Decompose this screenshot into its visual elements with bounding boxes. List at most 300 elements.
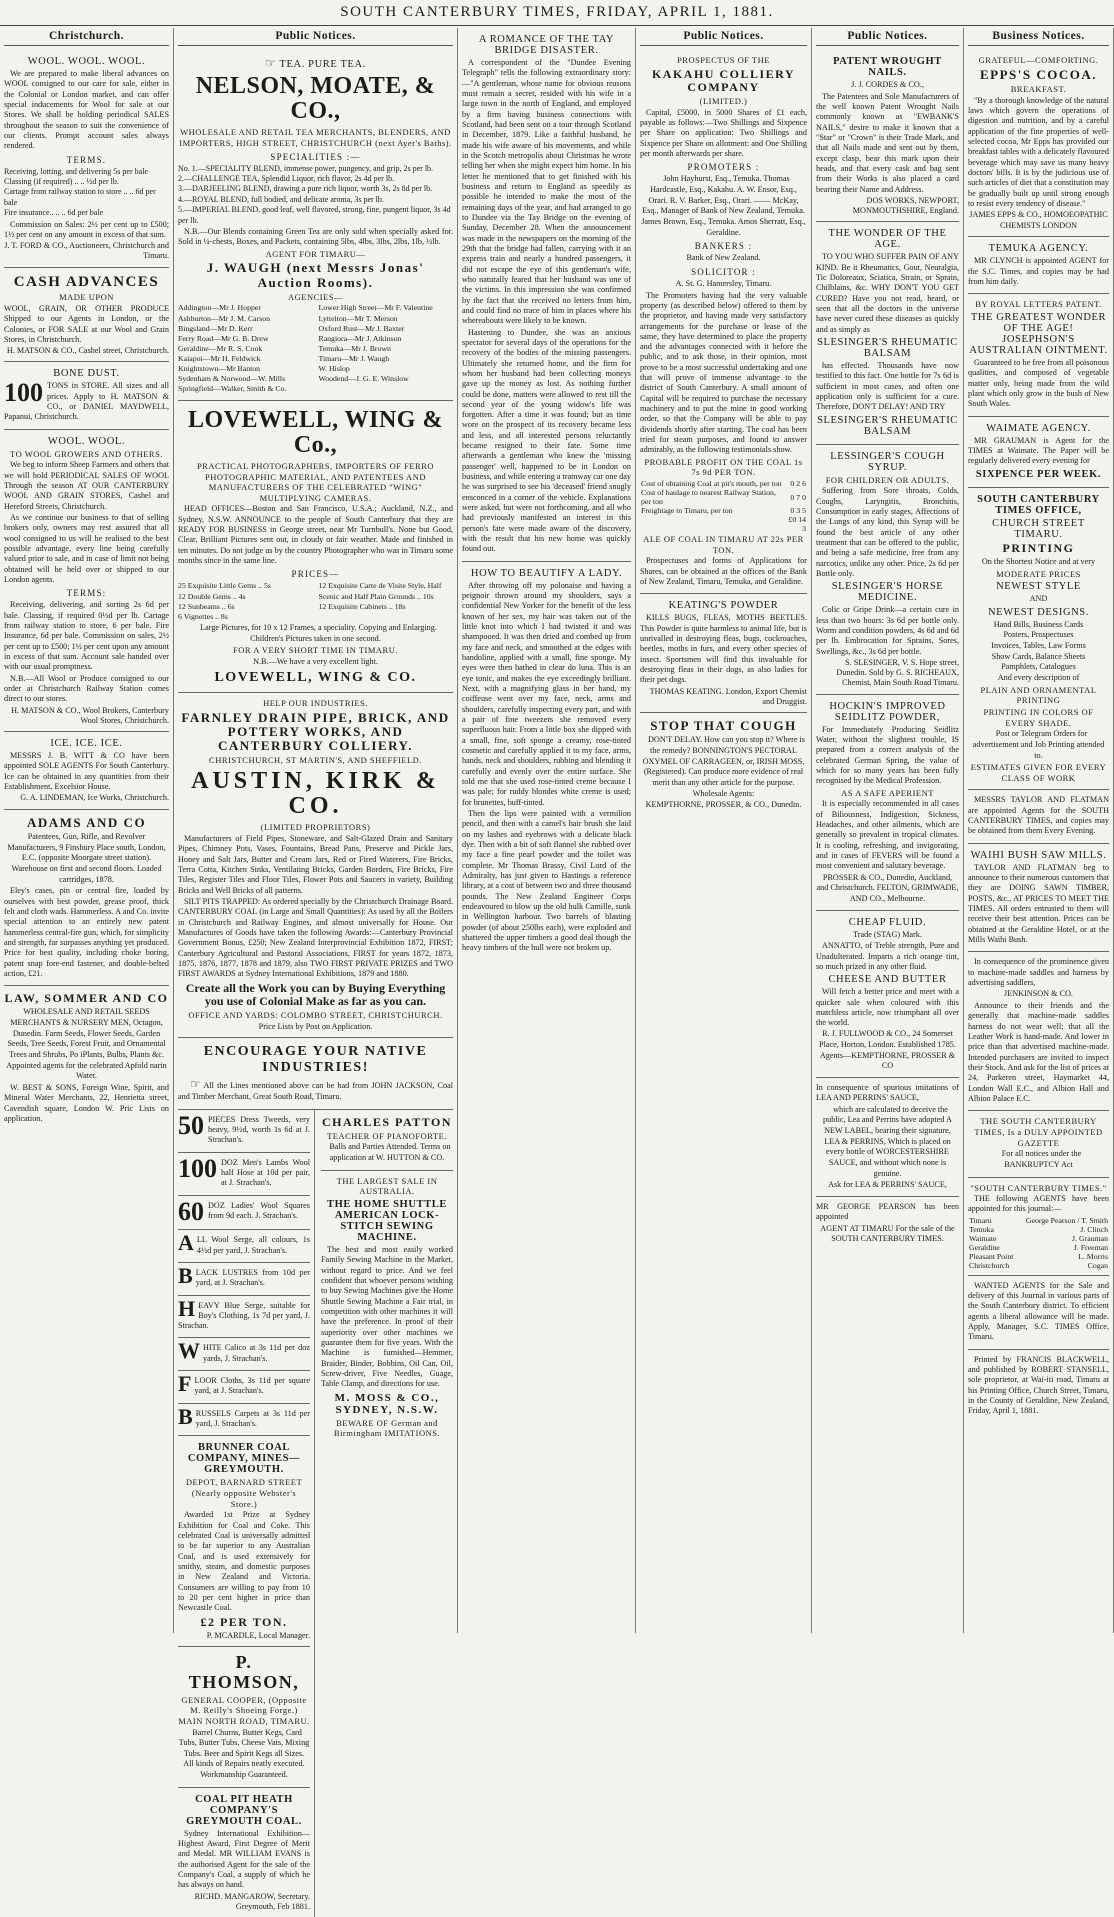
ad-title: ICE. ICE. ICE. (50, 738, 123, 750)
table-cell: J. Grauman (1072, 1233, 1108, 1243)
terms-text: Receiving, delivering, and sorting 2s 6d per bale. Classing, if required 0½d per lb. Cartage from railway station to store, 6 per bale. Fire Insurance, 6d per bale. Commission on sales, 2½ per cent up to £500; 1½ per cent upon any amount in excess of that sum. Account sale handed over with our usual promptness. (4, 600, 169, 672)
ad-body: AGENT AT TIMARU For the sale of the SOUTH CANTERBURY TIMES. (820, 1223, 955, 1244)
table-row (640, 488, 807, 506)
ad-title: CHARLES PATTON (321, 1114, 453, 1129)
prices-list (178, 581, 453, 622)
table-row (968, 1252, 1109, 1261)
column-heading: Public Notices. (640, 28, 807, 46)
table-row (968, 1234, 1109, 1243)
ad-subtitle: GENERAL COOPER, (Opposite M. Reilly's Shoeing Forge.) MAIN NORTH ROAD, TIMARU. (178, 1694, 310, 1726)
ad-office: OFFICE AND YARDS: COLOMBO STREET, CHRISTCHURCH. (188, 1010, 443, 1021)
ad-kicker: THE WONDER OF THE AGE. (828, 228, 947, 251)
ad-subtitle: (LIMITED PROPRIETORS) (260, 822, 371, 833)
ad-body: MESSRS J. B. WITT & CO have been appointed SOLE AGENTS For South Canterbury. Ice can be obtained in any quantities from their Establishment, Excelsior House. (4, 751, 169, 792)
ad-home-shuttle (321, 1171, 453, 1445)
list-item: Timaru—Mr J. Waugh (318, 354, 390, 364)
ad-signature: M. MOSS & CO., SYDNEY, N.S.W. (334, 1391, 440, 1416)
column-heading: Christchurch. (4, 28, 169, 46)
ad-subtitle: BREAKFAST. (1010, 83, 1067, 94)
ad-body: THE following AGENTS have been appointed for this journal:— (968, 1194, 1109, 1214)
printing-line: NEWEST STYLE (996, 581, 1081, 593)
ad-kakahu-colliery (640, 50, 807, 594)
ad-title: WAIHI BUSH SAW MILLS. (970, 849, 1107, 861)
table-cell: Cost of obtaining Coal at pit's mouth, per ton (641, 479, 782, 489)
prices-left (178, 581, 313, 622)
ad-title: KEATING'S POWDER (668, 600, 779, 612)
terms-line: Classing (if required) .. .. ½d per lb. (4, 177, 119, 187)
ad-body: Sydney International Exhibition—Highest Award, First Degree of Merit and Medal. MR WILLIAM EVANS is the authorised Agent for the sale of the Company's Coal, a supply of which he has always on hand. (178, 1828, 310, 1890)
ad-dropcap: H (178, 1295, 196, 1321)
ad-body: MR GRAUMAN is Agent for the TIMES at Waimate. The Paper will be regularly delivered every evening for (968, 435, 1109, 466)
ad-title: MR GEORGE PEARSON has been appointed (816, 1202, 959, 1222)
ad-body: WHOLESALE AND RETAIL SEEDS MERCHANTS & NURSERY MEN, Octagon, Dunedin. Farm Seeds, Flower Seeds, Garden Seeds, Tree Seeds, Forest Fruit, and Ornamental Trees and Shrubs, Po iPlants, Bulbs, Plants &c. Appointed agents for the celebrated Apfold narin Water. (6, 1007, 167, 1081)
ad-signature: KEMPTHORNE, PROSSER, & CO., Dunedin. (645, 800, 802, 810)
ad-body: MESSRS TAYLOR AND FLATMAN are appointed Agents for the SOUTH CANTERBURY TIMES, and copies may be obtained from them Every Evening. (968, 795, 1109, 836)
ad-strachan (178, 1196, 310, 1231)
ad-body: ANNATTO, of Treble strength, Pure and Unadulterated. Imparts a rich orange tint, so much prized in any other fluid. (816, 941, 959, 971)
ad-body-2: Colic or Gripe Drink—a certain cure in less than two hours: 3s 6d per bottle only. Worm and condition powders, 4s 6d and 6d per lb. Embrocation for Sprains, Sores, Swellings, &c., 3s 6d per bottle. (816, 605, 959, 656)
ad-signature: DOS WORKS, NEWPORT, MONMOUTHSHIRE, England. (852, 195, 959, 216)
list-item: Ashburton—Mr J. M. Carson (178, 313, 271, 323)
list-item: 4.—ROYAL BLEND, full bodied, and delicate aroma, 3s per lb. (178, 194, 384, 204)
pointing-hand-icon: ☞ (265, 56, 277, 70)
ad-dropcap: B (178, 1262, 193, 1288)
ad-kicker: BY ROYAL LETTERS PATENT. (975, 299, 1102, 310)
ad-strachan (178, 1296, 310, 1339)
list-item: Lower High Street—Mr F. Valentine (318, 303, 433, 313)
column-heading: Public Notices. (816, 28, 959, 46)
printing-item: Show Cards, Balance Sheets (991, 651, 1086, 661)
printing-item: And every description of (997, 673, 1080, 683)
ad-body-2: has effected. Thousands have now testified to this fact. One bottle for 7s 6d is sufficient in most cases, and often one application only is sufficient for a cure. Therefore, DON'T DELAY! AND TRY (816, 361, 959, 412)
article-body: A correspondent of the "Dundee Evening Telegraph" tells the following extraordinary story:—"A gentleman, whose name for obvious reasons must remain a secret, resided with his wife in a large town in the north of England, and employed by a firm having business connections with Scotland, had been sent on a tour through Scotland in December, 1879. Like a faithful husband, he made his wife aware of his movements, and while in the Scotch metropolis about Christmas he wrote telling her when she might expect him home. In his letter he mentioned that to get finished with his business and return to England as speedily as possible he intended to make the most of the remaining days of the year, and had arranged to go to Dundee via the Tay Bridge on the evening of Sunday, December 28. When the announcement was made in the newspapers on the morning of the 29th that the bridge had fallen, carrying with it an express train and nearly a hundred passengers, it did not escape the eye of this gentleman's wife, who naturally feared that her husband was one of the victims. In this impression she was confirmed by the fact that she received no letters from him, and could find no trace of him in places where his whereabouts were likely to be known. (462, 58, 631, 326)
list-item: Lyttelton—Mr T. Merson (318, 313, 398, 323)
table-cell: Timaru (969, 1215, 992, 1225)
promoters-list: John Hayhurst, Esq., Temuka. Thomas Hardcastle, Esq., Kakahu. A. W. Ensor, Esq., Orari. R. V. Barker, Esq., Orari. —— McKay, Esq., Manager of Bank of New Zealand, Temuka. James Brown, Esq., Temuka. Amos Sherratt, Esq., Geraldine. (641, 174, 806, 237)
ad-body-2: Large Pictures, for 10 x 12 Frames, a speciality. Copying and Enlarging. Children's Pictures taken in one second. (200, 622, 437, 643)
list-item: Kaiapoi—Mr H. Feldwick (178, 354, 261, 364)
right-ads (321, 1110, 453, 1917)
solicitor-list: A. St. G. Hamersley, Timaru. (675, 278, 772, 288)
list-item: 25 Exquisite Little Gems .. 5s (178, 581, 271, 591)
ad-title: KAKAHU COLLIERY COMPANY (651, 66, 796, 94)
list-item: Geraldine—Mr R. S. Cook (178, 343, 263, 353)
column-public-notices-3 (812, 28, 964, 1633)
masthead-title: SOUTH CANTERBURY TIMES, FRIDAY, APRIL 1, 1881. (340, 4, 774, 20)
printing-line: MODERATE PRICES (996, 568, 1081, 579)
ad-body: For all notices under the BANKRUPTCY Act (1001, 1149, 1082, 1169)
ad-body: HEAD OFFICES—Boston and San Francisco, U.S.A.; Auckland, N.Z., and Sydney, N.S.W. ANNOUNCE to the people of South Canterbury that they are READY FOR BUSINESS in George street, near Mr Turnbull's. None but Good, Clear, Brilliant Pictures sent out, in cloudy or fair weather. Made and finished in ten minutes. Do not judge us by the country Photographer who was in Timaru some months since in the same line. (178, 504, 453, 566)
ad-signature: LOVEWELL, WING & CO. (214, 669, 417, 685)
ad-lea-perrins (816, 1078, 959, 1197)
ad-title: THE SOUTH CANTERBURY TIMES, Is a DULY APPOINTED GAZETTE (974, 1116, 1103, 1148)
ad-cash-advances (4, 268, 169, 363)
table-cell: Cost of haulage to nearest Railway Station, per ton (641, 488, 776, 507)
ad-signature: H. MATSON & CO., Cashel street, Christchurch. (6, 346, 169, 356)
ad-keating (640, 594, 807, 713)
column-articles (458, 28, 636, 1633)
color-printing: PRINTING IN COLORS OF EVERY SHADE. (983, 707, 1094, 728)
ad-body-2: It is especially recommended in all cases of Biliousness, Indigestion, Sickness, Headaches, and other ailments, which are generally so prevalent in tropical climates. It is cooling, refreshing, and invigorating, and in cases of FEVERS will be found a most convenient and salutary beverage. (816, 799, 959, 871)
ad-signature: H. MATSON & CO., Wool Brokers, Canterbury Wool Stores, Christchurch. (11, 705, 169, 725)
ad-body: DOZ Men's Lambs Wool half Hose at 10d per pair, at J. Strachan's. (221, 1157, 310, 1188)
ad-strachan (178, 1371, 310, 1404)
table-row (968, 1225, 1109, 1234)
ad-body-text: All the Lines mentioned above can be had from JOHN JACKSON, Coal and Timber Merchant, Great South Road, Timaru. (178, 1081, 453, 1102)
specialities-list (178, 164, 453, 226)
ad-signature: R. J. FULLWOOD & CO., 24 Somerset Place, Horton, London. Established 1785. (819, 1029, 956, 1050)
ad-strachan (178, 1110, 310, 1153)
ad-body: Guaranteed to be free from all poisonous qualities, and composed of vegetable matter only, being made from the wild plant which only grow in the bush of New South Wales. (968, 358, 1109, 409)
ad-title: STOP THAT COUGH (650, 718, 797, 734)
ad-body: Barrel Churns, Butter Kegs, Card Tubs, Butter Tubs, Cheese Vats, Mixing Tubs. Beer and Spirit Kegs all Sizes. All kinds of Repairs neatly executed. Workmanship Guaranteed. (178, 1727, 310, 1780)
ad-adams (4, 810, 169, 987)
ad-signature: RICHD. MANGAROW, Secretary. Greymouth, Feb 1881. (194, 1891, 310, 1912)
ad-title: CASH ADVANCES (13, 273, 160, 290)
ad-subtitle: CHURCH STREET TIMARU. (992, 517, 1085, 540)
ad-signature: THOMAS KEATING. London, Export Chemist and Druggist. (649, 686, 807, 706)
ad-signature: JENKINSON & CO. (1004, 989, 1073, 999)
ad-annatto (816, 911, 959, 1079)
ad-signature: PROSSER & CO., Dunedin, Auckland, and Christchurch. FELTON, GRIMWADE, AND CO., Melbourne. (816, 872, 959, 903)
ad-body: KILLS BUGS, FLEAS, MOTHS BEETLES. This Powder is quite harmless to animal life, but is unrivalled in destroying fleas, bugs, cockroaches, beetles, moths in furs, and every other species of insect. Sportsmen will find this invaluable for destroying fleas in their dogs, as also ladies for their pet dogs. (640, 613, 807, 685)
ad-subtitle: Trade (STAG) Mark. (853, 929, 922, 939)
ad-title: PATENT WROUGHT NAILS. (833, 56, 942, 78)
ad-title: EPPS'S COCOA. (979, 66, 1097, 82)
table-cell: 0 7 0 (790, 492, 806, 502)
ad-body: LOOR Cloths, 3s 11d per square yard, at J. Strachan's. (194, 1376, 310, 1396)
profit-table-title: PROBABLE PROFIT ON THE COAL 1s 7s 9d PER TON. (644, 456, 803, 478)
ad-body: HITE Calico at 3s 11d per doz yards, J. Strachan's. (203, 1343, 310, 1363)
list-item: Springfield—Walker, Smith & Co. (178, 384, 287, 394)
two-column-ads (178, 1110, 453, 1917)
printing-line: On the Shortest Notice and at very (981, 556, 1096, 566)
commission-text: Commission on Sales: 2½ per cent up to £500; 1½ per cent on any amount in excess of that sum. (4, 219, 169, 239)
ad-subtitle: TO WOOL GROWERS AND OTHERS. (10, 448, 163, 459)
ad-price: £2 PER TON. (200, 1614, 288, 1629)
ad-body: Balls and Parties Attended. Terms on application at W. HUTTON & CO. (329, 1142, 451, 1162)
ad-number: 50 (178, 1110, 204, 1140)
table-row (968, 1216, 1109, 1225)
table-cell: Waimate (969, 1233, 997, 1243)
printing-line: NEWEST DESIGNS. (988, 606, 1089, 618)
ad-title: BONE DUST. (53, 368, 120, 380)
ad-body: RUSSELS Carpets at 3s 11d per yard, J. Strachan's. (195, 1408, 310, 1429)
ad-title: ENCOURAGE YOUR NATIVE INDUSTRIES! (203, 1044, 428, 1075)
printing-item: Posters, Prospectuses (1003, 630, 1074, 640)
table-cell: L. Morris (1078, 1251, 1108, 1261)
ad-nb: N.B.—We have a very excellent light. (253, 656, 378, 666)
ad-title-2: SLESINGER'S HORSE MEDICINE. (831, 581, 944, 604)
ad-body: "By a thorough knowledge of the natural laws which govern the operations of digestion and nutrition, and by a careful application of the fine properties of well-selected cocoa, Mr Epps has provided our breakfast tables with a delicately flavoured beverage which may save us many heavy doctors' bills. It is by the judicious use of such articles of diet that a constitution may be gradually built up until strong enough to resist every tendency of disease." (968, 95, 1109, 208)
ad-title: HOCKIN'S IMPROVED SEIDLITZ POWDER, (829, 700, 946, 723)
ad-title: In consequence of spurious imitations of LEA AND PERRINS' SAUCE, (816, 1083, 959, 1103)
post-orders: Post or Telegram Orders for advertisement and Job Printing attended to. (972, 729, 1105, 760)
ad-strachan (178, 1263, 310, 1296)
ad-body: WANTED AGENTS for the Sale and delivery of this Journal in various parts of the South Canterbury district. To efficient agents a liberal allowance will be made. Apply, Manager, S.C. TIMES Office, Timaru. (968, 1280, 1109, 1342)
ad-body: DON'T DELAY. How can you stop it? Where is the remedy? BONNINGTON'S PECTORAL OXYMEL OF CARRAGEEN, or, IRISH MOSS, (Registered). Can produce more evidence of real merit than any other article for the purpose. Wholesale Agents: (642, 735, 805, 798)
ad-pearson (816, 1197, 959, 1250)
list-item: 2.—CHALLENGE TEA, Splendid Liquor, rich flavor, 2s 4d per lb. (178, 174, 395, 184)
ad-kicker (178, 56, 453, 71)
ad-price: SIXPENCE PER WEEK. (975, 468, 1102, 480)
ad-body-2: W. BEST & SONS, Foreign Wine, Spirit, and Mineral Water Merchants, 22, Henrietta street, Cavendish square, London W. Pric Lists on application. (4, 1082, 169, 1123)
ad-subheading: CHRISTCHURCH, ST MARTIN'S, AND SHEFFIELD. (209, 755, 422, 766)
table-cell: Freightage to Timaru, per ton (641, 506, 733, 516)
table-cell: Geraldine (969, 1242, 1000, 1252)
ad-title: NELSON, MOATE, & CO., (195, 73, 436, 125)
ad-title: LAW, SOMMER AND CO (4, 991, 169, 1006)
ad-stop-cough (640, 713, 807, 816)
ad-brunner (178, 1436, 310, 1647)
column-business-notices (964, 28, 1114, 1633)
ad-body: Awarded 1st Prize at Sydney Exhibition for Coal and Coke. This celebrated Coal is universally admitted to be far superior to any Australian Coal, and is used extensively for smithy, steam, and domestic purposes in New Zealand and Victoria. Consumers are willing to pay from 10 to 20 per cent higher in price than Newcastle Coal. (178, 1510, 310, 1613)
table-cell: Temuka (969, 1224, 995, 1234)
ad-kicker: PROSPECTUS OF THE (677, 55, 770, 65)
ad-subtitle: PRACTICAL PHOTOGRAPHERS, IMPORTERS OF FERRO PHOTOGRAPHIC MATERIAL, AND PATENTEES AND MANUFACTURERS OF THE CELEBRATED "WING" MULTIPLYING CAMERAS. (196, 460, 435, 503)
agencies-list (178, 303, 453, 394)
ad-body: For Immediately Producing Seidlitz Water, without the slightest trouble, IS prepared from a correct analysis of the celebrated German Spring, the value of which for so many years has been fully recognised by the Medical Profession. (816, 724, 959, 786)
ad-body: EAVY Blue Serge, suitable for Boy's Clothing, 1s 7d per yard, J. Strachan. (178, 1300, 310, 1331)
imprint (968, 1350, 1109, 1423)
ad-body-2: SILT PITS TRAPPED: As ordered specially by the Christchurch Drainage Board. CANTERBURY COAL (in Large and Small Quantities): As used by all the Boilers in Christchurch and Railway Engines, and almost universally for House. Our Manufactures of Goods have taken the following Awards:—Canterbury Provincial Government Bonus, £250; New Zealand Interprovincial Exhibition 1872, FIRST; Canterbury Agricultural and Pastoral Associations, FIRST for years 1872, 1873, 1875, 1876, 1877, 1878 and 1879, also TWO FIRST PRIVATE PRIZES and TWO FIRST AWARDS at Sydney International Exhibitions, 1879 and 1880. (178, 897, 453, 979)
bankers-heading: BANKERS : (694, 241, 753, 252)
imprint-text: Printed by FRANCIS BLACKWELL, and published by ROBERT STANSELL, sole proprietor, at Wai-iti road, Timaru at his Printing Office, Church Street, Timaru, in the County of Geraldine, New Zealand, Friday, April 1, 1881. (968, 1354, 1109, 1416)
ad-signature: Ask for LEA & PERRINS' SAUCE, (828, 1180, 947, 1190)
ad-encourage (178, 1038, 453, 1109)
bone-number: 100 (4, 378, 43, 408)
ad-body: which are calculated to deceive the public, Lea and Perrins have adopted A NEW LABEL, bearing their signature, LEA & PERRINS, Which is placed on every bottle of WORCESTERSHIRE SAUCE, and without which none is genuine. (823, 1104, 952, 1178)
ad-bone-dust (4, 362, 169, 429)
ad-body: Suffering from Sore throats, Colds, Coughs, Laryngitis, Bronchitis, Consumption in early stages, Affections of the Lungs of any kind, this Syrup will be found the best article of any other treatment that can be offered to the public, and being a safe medicine, free from any narcotics, unlike any other. Price, 2s 6d per Bottle only. (816, 486, 959, 578)
specialities-heading: SPECIALITIES :— (270, 151, 361, 162)
ad-dropcap: F (178, 1371, 192, 1397)
printing-line: AND (1029, 594, 1048, 604)
ad-subtitle: J. J. CORDES & CO., (851, 80, 924, 89)
agencies-heading: AGENCIES— (287, 291, 344, 302)
ad-subtitle: (LIMITED.) (699, 96, 748, 106)
ad-slogan: Create all the Work you can by Buying Everything you use of Colonial Make as far as you can. (185, 980, 446, 1008)
ad-cough-syrup (816, 445, 959, 695)
list-item: Bingsland—Mr D. Kerr (178, 323, 253, 333)
ad-agents: Agents—KEMPTHORNE, PROSSER & CO (819, 1050, 956, 1071)
ad-kicker: HELP OUR INDUSTRIES. (263, 697, 368, 708)
ad-epps-cocoa (968, 50, 1109, 237)
ad-wrought-nails (816, 50, 959, 222)
ad-title-2: SLESINGER'S RHEUMATIC BALSAM (817, 414, 958, 437)
ad-body: The Promoters having had the very valuable property (as described below) offered to them by the proprietor, and having made very satisfactory arrangements for the purchase or lease of the same, they have determined to place the property and the advantages connected with it before the public, and to ask those, in their opinion, most prove to be a most successful undertaking and one that will prove of immense advantage to the district of South Canterbury. A small amount of Capital will be required to purchase the necessary machinery and to put the mine in good working order, so that the Company will be able to pay dividends shortly after starting. The coal has been tried for steam purposes, and found to answer admirably, as the following testimonials show. (640, 290, 807, 455)
table-cell: Christchurch (969, 1260, 1010, 1270)
ad-intro: In consequence of the prominence given to machine-made saddles and harness by advertising saddlers, (968, 957, 1109, 988)
ad-times-office (968, 488, 1109, 791)
ad-subtitle: AS A SAFE APERIENT (841, 787, 934, 798)
article-title: HOW TO BEAUTIFY A LADY. (470, 567, 623, 579)
ad-strachan (178, 1338, 310, 1371)
ad-body: Patentees, Gun, Rifle, and Revolver Manufacturers, 9 Finsbury Place south, London, E.C. (opposite Moorgate street station). Warehouse on first and second floors. Loaded cartridges, 1878. (7, 831, 166, 884)
ad-jenkinson (968, 952, 1109, 1111)
ad-wanted-agents (968, 1276, 1109, 1350)
ad-number: 100 (178, 1153, 217, 1183)
table-row (640, 506, 807, 515)
column-heading: Public Notices. (178, 28, 453, 46)
list-item: Temuka—Mr J. Brown (318, 343, 391, 353)
printing-item: Pamphlets, Catalogues (1001, 662, 1076, 672)
ad-body-2: As we continue our business to that of selling brokers only, owners may rest assured that all wool consigned to us will be realised to the best possible advantage, every line being carefully valued prior to sale, and in case of limit not being obtained will be held over or shipped to our London agents. (4, 513, 169, 584)
terms-heading: TERMS: (66, 588, 107, 599)
article-body-2: Hastening to Dundee, she was an anxious spectator for several days of the operations for the recovery of the bodies of the missing passengers. Ultimately she returned home, and the firm for whom her husband had been collecting moneys gave up the money as lost. As nothing further could be done, matters were allowed to rest till the second year of the young widow's life was forgotten. After a time it was found; but as time wore on the prospect of its recovery became less and less, and all interested persons reluctantly became resigned to their fate. Some time afterwards a gentleman who knew the 'missing passenger' well, happened to be in London on business, and while entering a tramway car one day he was surprised to see his 'deceased' friend snugly ensconced in a corner of the vehicle. Explanations were asked, but were not forthcoming, and all who had previously manifested an interest in this person's fate were made aware of the discovery, with the result that his new home was quickly found out. (462, 327, 631, 554)
ad-heading: FARNLEY DRAIN PIPE, BRICK, AND POTTERY WORKS, AND CANTERBURY COLLIERY. (181, 709, 450, 754)
list-item: Knightstown—Mr Banton (178, 364, 261, 374)
ad-title: WOOL. WOOL. (47, 435, 126, 447)
ad-strachan (178, 1230, 310, 1263)
ad-beware: BEWARE OF German and Birmingham IMITATIONS. (333, 1417, 441, 1439)
prices-right (319, 581, 454, 622)
ad-subtitle: TEACHER OF PIANOFORTE. (327, 1130, 447, 1141)
ad-subtitle: WHOLESALE AND RETAIL TEA MERCHANTS, BLENDERS, AND IMPORTERS, HIGH STREET, CHRISTCHURCH (next Ayer's Baths). (179, 127, 452, 148)
list-item: 6 Vignettes .. 8s (178, 611, 228, 621)
ad-taylor-flatman (968, 790, 1109, 843)
list-item: 12 Double Gems .. 4s (178, 591, 246, 601)
table-row (968, 1261, 1109, 1270)
table-row (640, 479, 807, 488)
list-item: Ferry Road—Mr G. B. Drew (178, 333, 269, 343)
ad-subtitle: MADE UPON (59, 292, 114, 303)
promoters-heading: PROMOTERS : (687, 162, 760, 173)
ad-body-2: Eley's cases, pin or central fire, loaded by ourselves with best powder, grease proof, thick felt and cloth wads. Hammerless. A and Co. invite special attention to an entirely new patent hammerless central-fire gun, which, for simplicity and strength, far surpasses anything yet produced. Price for best quality, including choke boring, patent snap fore-end fastener, and double-belted action, £21. (4, 886, 169, 978)
ad-title: AUSTIN, KIRK & CO. (191, 768, 440, 820)
ad-law-sommer (4, 986, 169, 1130)
ad-temuka-agency (968, 237, 1109, 294)
article-title: A ROMANCE OF THE TAY BRIDGE DISASTER. (478, 34, 615, 56)
estimates: ESTIMATES GIVEN FOR EVERY CLASS OF WORK (970, 762, 1107, 783)
table-row (968, 1243, 1109, 1252)
ad-body: Manufacturers of Field Pipes, Stoneware, and Salt-Glazed Drain and Sanitary Pipes, Chimney Pots, Vases, Fountains, Bread Pans, Preserve and Pickle Jars, Honey and Salt Jars, Butter and Cream Jars, Red or Fired Waterers, Fire Bricks, Terra Cotta, Kitchen Sinks, Ventilating Bricks, Garden Borders, Fire Bricks, Fire Tiles, Register Tiles and Floor Tiles, Flower Pots and Saucers in variety, Building Bricks and Well Bricks of all patterns. (178, 834, 453, 895)
ad-title: WOOL. WOOL. WOOL. (27, 56, 146, 67)
printing-item: Invoices, Tables, Law Forms (991, 641, 1086, 651)
table-cell: George Pearson / T. Smith (1025, 1215, 1108, 1225)
ad-body: Announce to their friends and the generally that machine-made saddles harness do not wear well; that all the Leather Work is hand-made. And lower in price than that advertised machine-made. Intended purchasers are invited to inspect their Stock. And ask for the list of prices at 24, Parkeren street, Haymarket 44, London Wall E.C., and Albion Hall and Albion Palace E.C. (968, 1001, 1109, 1104)
list-item: Sydenham & Norwood—W. Mills (178, 374, 286, 384)
article-beautify (462, 562, 631, 960)
agent-name: J. WAUGH (next Messrs Jonas' Auction Rooms). (206, 260, 425, 290)
ad-dropcap: A (178, 1230, 194, 1256)
ad-signature: JAMES EPPS & CO., HOMOEOPATHIC CHEMISTS LONDON (969, 210, 1108, 230)
list-item: 12 Exquisite Cabinets .. 18s (318, 601, 406, 611)
ad-signature: G. A. LINDEMAN, Ice Works, Christchurch. (20, 793, 169, 803)
ad-thomson (178, 1647, 310, 1788)
article-body-2: Then the lips were painted with a vermilion pencil, and then with a camel's hair brush she laid on my lashes and eyebrows with a delicate black dye. Then with a bit of soft flannel she rubbed over my face a fine pearl powder and the toilet was complete. Mr Thomas Brassy, Civil Lord of the Admiralty, has just given to Hastings a reference library, at a cost of between two and three thousand pounds. The New Zealand Engineer Corps endeavoured to blow up the old hulk Camille, sunk in Wellington harbour. Two barrels of blasting powder (of about 250lbs each), were exploded and shattered the upper timbers a good deal though the heavy timbers of the hull were not broken up. (462, 808, 631, 953)
ad-hockin (816, 695, 959, 911)
ad-number: 60 (178, 1196, 204, 1226)
plain-printing: PLAIN AND ORNAMENTAL PRINTING (980, 684, 1097, 706)
ad-body: The best and most easily worked Family Sewing Machine in the Market, without regard to price. And we feel confident that whoever persons wishing to buy Sewing Machines give the Home Shuttle Sewing Machine a Fair trial, in competition with other machines it will have the preference. In proof of their superiority over other machines we guarantee them for five years. With the Machine is furnished—Hemmer, Braider, Binder, Bobbins, Oil Can, Oil, Screw-driver, Five Needles, Guage, Table Clamp, and directions for use. (321, 1244, 453, 1389)
ad-coal-pit (178, 1788, 310, 1917)
table-row (640, 515, 807, 533)
ad-title: P. THOMSON, (188, 1652, 300, 1692)
agencies-right (319, 303, 454, 394)
terms-line: Receiving, lotting, and delivering 5s per bale (4, 166, 148, 176)
ad-title: COAL PIT HEATH COMPANY'S GREYMOUTH COAL. (186, 1793, 302, 1827)
ad-kicker-text: TEA. PURE TEA. (279, 59, 366, 70)
article-body: After throwing off my polonaise and having a peignoir thrown around my shoulders, says a confidential New Yorker for the benefit of the less known of her sex, my hair was taken out of the little knot into which I had twisted it and was shampooed. It was then dried and combed up from my face and neck, and smoothed at the edges with bandoline, applied with a small, fine sponge. My eyes were then bathed in clear do luna. This is an eye tonic, and makes the eye exceedingly brilliant. Next, with a magnifying glass in her hand, my coiffeuse went over my face, neck, arms and shoulders, carefully inspecting every part, and with a pair of fine tweezers she removed every superfluous hair. From a little box she dipped with a small, fine, soft sponge a creamy, rose-tinted cosmetic and carefully applied it to my face, arms, hands, neck and shoulders, rubbing and blending it carefully and evenly over the entire surface. She told me that she used rose-tinted creme because I was pale; for ruddy blondes white creme is used; for brunettes, buff-tinted. (462, 580, 631, 807)
nb-text: N.B.—All Wool or Produce consigned to our order at Christchurch Railway Station comes direct to our stores. (4, 673, 169, 704)
ad-subtitle: DEPOT, BARNARD STREET (Nearly opposite Webster's Store.) (185, 1477, 303, 1509)
terms-list (4, 167, 169, 219)
ad-body: WOOL, GRAIN, OR OTHER PRODUCE Shipped to our Agents in London, or the Colonies, or FOR SALE at our Wool and Grain Stores, in Christchurch. (4, 303, 169, 344)
list-item: 12 Exquisite Carte de Visite Style, Half Scenic and Half Plain Grounds .. 10s (318, 581, 442, 601)
ad-capital: Capital, £5000, in 5000 Shares of £1 each, payable as follows:—Two Shillings and Sixpence per Share on application: Two Shillings and Sixpence per Share on allotment: and One Shilling per month afterwards per share. (640, 107, 807, 158)
ad-kicker: GRATEFUL—COMFORTING. (978, 55, 1099, 65)
column-public-notices-2 (636, 28, 812, 1633)
ad-strachan (178, 1404, 310, 1437)
ad-note: FOR A VERY SHORT TIME IN TIMARU. (233, 645, 398, 656)
ad-waihi-mills (968, 844, 1109, 953)
bankers-list: Bank of New Zealand. (686, 253, 761, 263)
ad-body: LACK LUSTRES from 10d per yard, at J. Strachan's. (195, 1267, 310, 1288)
table-cell: Pleasant Point (969, 1251, 1014, 1261)
ad-wool-growers (4, 430, 169, 732)
ad-body: TAYLOR AND FLATMAN beg to announce to their numerous customers that they are DOING SAWN TIMBER, POSTS, &c., AT PRICES TO MEET THE TIMES. All orders entrusted to them will receive their best attention. Prices can be obtained at the Geraldine Hotel, or at the Mills Waihi Bush. (968, 862, 1109, 945)
ad-title: TEMUKA AGENCY. (988, 243, 1089, 255)
table-cell: 0 2 6 (790, 479, 806, 489)
ad-title: BRUNNER COAL COMPANY, MINES—GREYMOUTH. (187, 1442, 301, 1476)
ad-agents (968, 1178, 1109, 1276)
ad-body-2: Will fetch a better price and meet with a quicker sale when coloured with this matchless article, now triumphant all over the world. (816, 987, 959, 1028)
table-cell: J. Freeman (1073, 1242, 1108, 1252)
ad-wool-matson (4, 50, 169, 268)
list-item: No. 1.—SPECIALITY BLEND, immense power, pungency, and grip, 2s per lb. (178, 163, 434, 173)
column-public-notices-1 (174, 28, 458, 1912)
ad-title: "SOUTH CANTERBURY TIMES." (970, 1182, 1107, 1193)
terms-line: Fire insurance.. .. .. 6d per bale (4, 208, 104, 218)
list-item: Oxford Rust—Mr J. Baxter (318, 323, 405, 333)
ad-strachan (178, 1153, 310, 1196)
ad-title: CHEAP FLUID. (848, 916, 927, 928)
ad-title: THE GREATEST WONDER OF THE AGE! JOSEPHSON'S AUSTRALIAN OINTMENT. (969, 312, 1108, 357)
ad-title: WAIMATE AGENCY. (986, 422, 1091, 434)
pointing-hand-icon: ☞ (190, 1077, 201, 1092)
ad-title: SOUTH CANTERBURY TIMES OFFICE, (977, 493, 1100, 516)
ad-ointment (968, 294, 1109, 416)
ad-body: LL Wool Serge, all colours, 1s 4½d per yard, J. Strachan's. (196, 1235, 310, 1255)
ad-title-2: CHEESE AND BUTTER (828, 974, 947, 986)
ad-title: THE HOME SHUTTLE AMERICAN LOCK-STITCH SEWING MACHINE. (327, 1198, 447, 1243)
terms-heading: TERMS. (66, 154, 107, 165)
ad-dropcap: W (178, 1338, 200, 1364)
column-heading: Business Notices. (968, 28, 1109, 46)
ad-signature: S. SLESINGER, V. S. Hope street, Dunedin. Sold by G. S. RICHEAUX, Chemist, Main South Road Timaru. (836, 657, 959, 688)
ad-ice (4, 732, 169, 810)
nb-text: N.B.—Our Blends containing Green Tea are only sold when specially asked for. Sold in ¼-chests, Boxes, and Packets, containing 5lbs, 4lbs, 3lbs, 2lbs, 1lb, ½lb. (178, 226, 453, 247)
profit-table (640, 479, 807, 533)
table-cell: 0 3 5 (790, 506, 806, 516)
solicitor-heading: SOLICITOR : (691, 266, 756, 277)
ad-kicker: THE LARGEST SALE IN AUSTRALIA. (336, 1175, 438, 1197)
ad-title: LESSINGER'S COUGH SYRUP. (830, 450, 945, 473)
ad-body (178, 1077, 453, 1102)
ad-body: MR CLYNCH is appointed AGENT for the S.C. Times, and copies may be had from him daily. (968, 256, 1109, 287)
printing-heading: PRINTING (1002, 540, 1075, 555)
ad-body: DOZ Ladies' Wool Squares from 9d each. J. Strachan's. (208, 1200, 310, 1220)
ad-dropcap: B (178, 1403, 193, 1429)
ad-body: TONS in STORE. All sizes and all prices. Apply to H. MATSON & CO., or DANIEL MAYDWELL, Papanui, Christchurch. (4, 381, 169, 422)
printing-item: Hand Bills, Business Cards (993, 619, 1084, 629)
agent-label: AGENT FOR TIMARU— (265, 248, 366, 259)
left-ads (178, 1110, 315, 1917)
ad-signature: P. MCARDLE, Local Manager. (206, 1630, 310, 1640)
list-item: Woodend—J. G. E. Winslow (318, 374, 409, 384)
ad-waimate-agency (968, 417, 1109, 488)
